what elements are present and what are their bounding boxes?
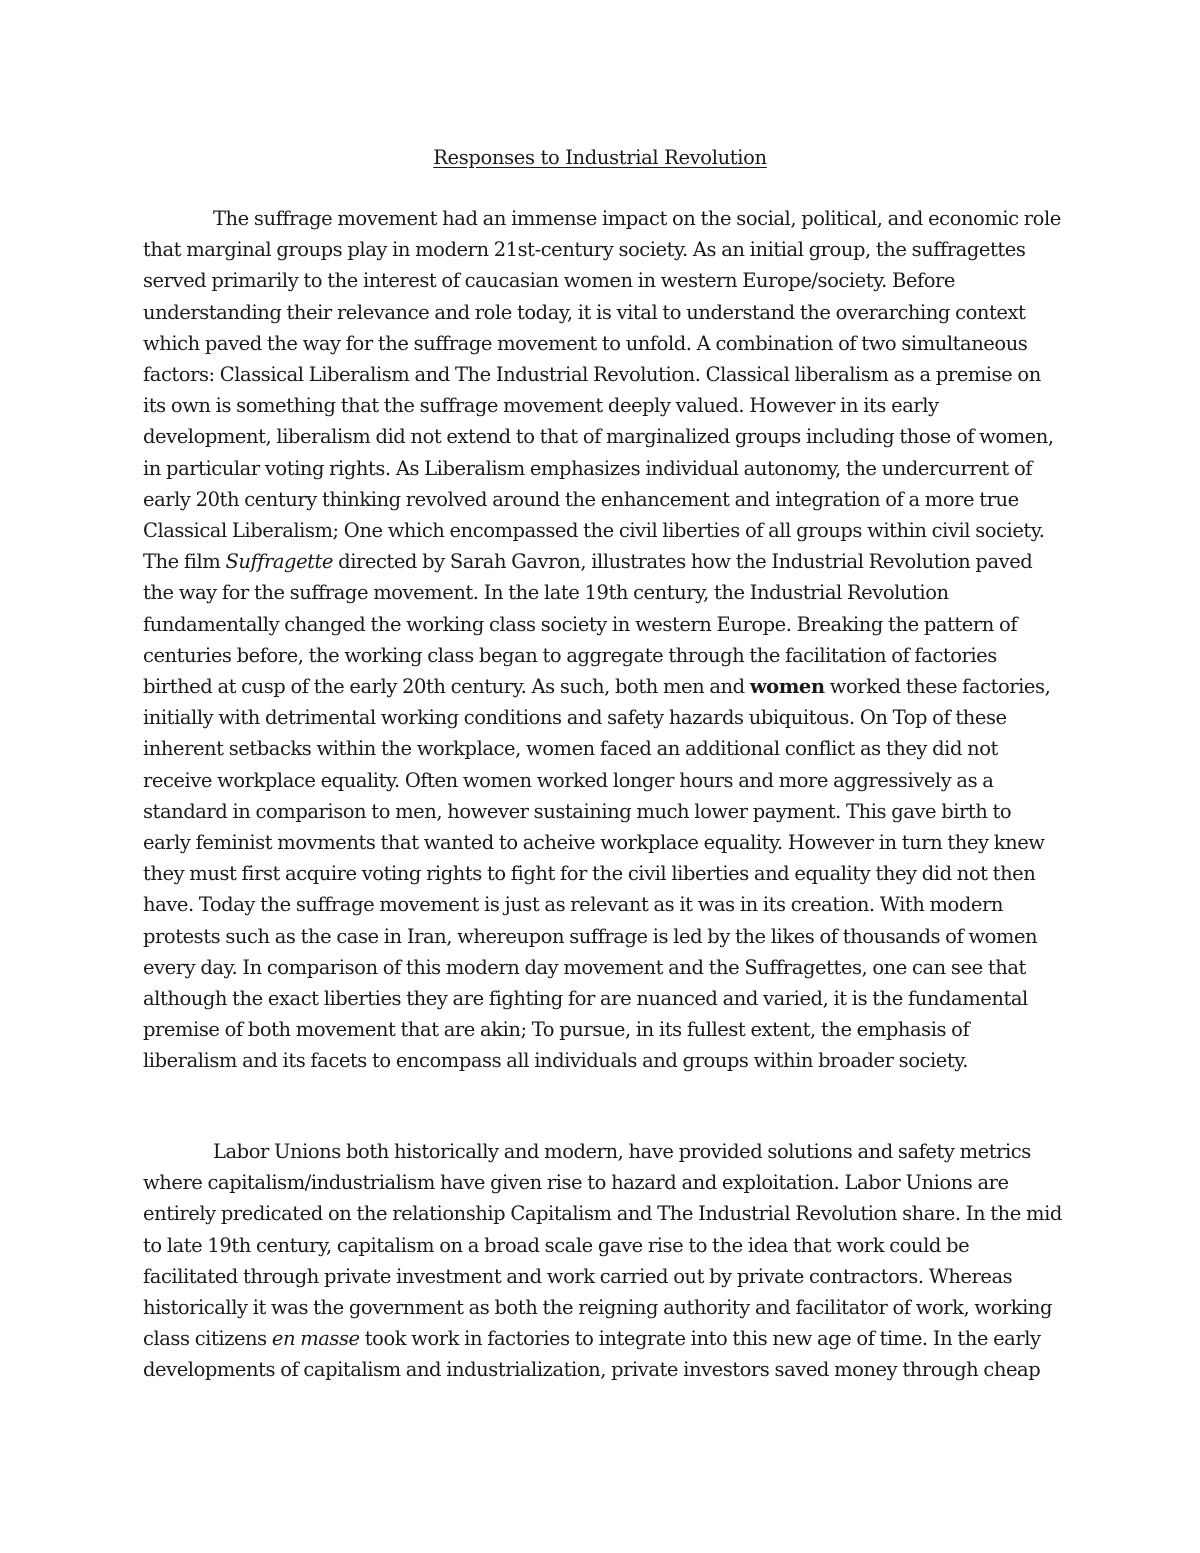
emphasized-word: women: [749, 675, 825, 699]
paragraph-text: Labor Unions both historically and modern, have provided solutions and safety metrics where capitalism/industrialism have given rise to hazard and exploitation. Labor Unions are entirely predicated on the relationship Capitalism and The Industrial Revolution share. In the mid to late 19th century, capitalism on a broad scale gave rise to the idea that work could be facilitated through private investment and work carried out by private contractors. Whereas historically it was the government as both the reigning authority and facilitator of work, working class citizens: [143, 1140, 1062, 1351]
paragraph-text: The suffrage movement had an immense impact on the social, political, and economic role that marginal groups play in modern 21st-century society. As an initial group, the suffragettes served primarily to the interest of caucasian women in western Europe/society. Before understanding their relevance and role today, it is vital to understand the overarching context which paved the way for the suffrage movement to unfold. A combination of two simultaneous factors: Classical Liberalism and The Industrial Revolution. Classical liberalism as a premise on its own is something that the suffrage movement deeply valued. However in its early development, liberalism did not extend to that of marginalized groups including those of women, in particular voting rights. As Liberalism emphasizes individual autonomy, the undercurrent of early 20th century thinking revolved around the enhancement and integration of a more true Classical Liberalism; One which encompassed the civil liberties of all groups within civil society. The film: [143, 207, 1061, 574]
film-title: Suffragette: [225, 550, 334, 574]
paragraph-text: directed by Sarah Gavron, illustrates how the Industrial Revolution paved the way for the suffrage movement. In the late 19th century, the Industrial Revolution fundamentally changed the working class society in western Europe. Breaking the pattern of centuries before, the working class began to aggregate through the facilitation of factories birthed at cusp of the early 20th century. As such, both men and: [143, 550, 1033, 699]
paragraph-text: worked these factories, initially with detrimental working conditions and safety hazards ubiquitous. On Top of these inherent setbacks within the workplace, women faced an additional conflict as they did not receive workplace equality. Often women worked longer hours and more aggressively as a standard in comparison to men, however sustaining much lower payment. This gave birth to early feminist movments that wanted to acheive workplace equality. However in turn they knew they must first acquire voting rights to fight for the civil liberties and equality they did not then have. Today the suffrage movement is just as relevant as it was in its creation. With modern protests such as the case in Iran, whereupon suffrage is led by the likes of thousands of women every day. In comparison of this modern day movement and the Suffragettes, one can see that although the exact liberties they are fighting for are nuanced and varied, it is the fundamental premise of both movement that are akin; To pursue, in its fullest extent, the emphasis of liberalism and its facets to encompass all individuals and groups within broader society.: [143, 675, 1051, 1073]
document-title: Responses to Industrial Revolution: [433, 146, 767, 169]
paragraph-text: took work in factories to integrate into this new age of time. In the early developments of capitalism and industrialization, private investors saved money through cheap: [143, 1327, 1041, 1382]
italic-phrase: en masse: [271, 1327, 360, 1351]
paragraph-suffrage: [143, 203, 1063, 1077]
paragraph-labor-unions: [143, 1136, 1063, 1386]
